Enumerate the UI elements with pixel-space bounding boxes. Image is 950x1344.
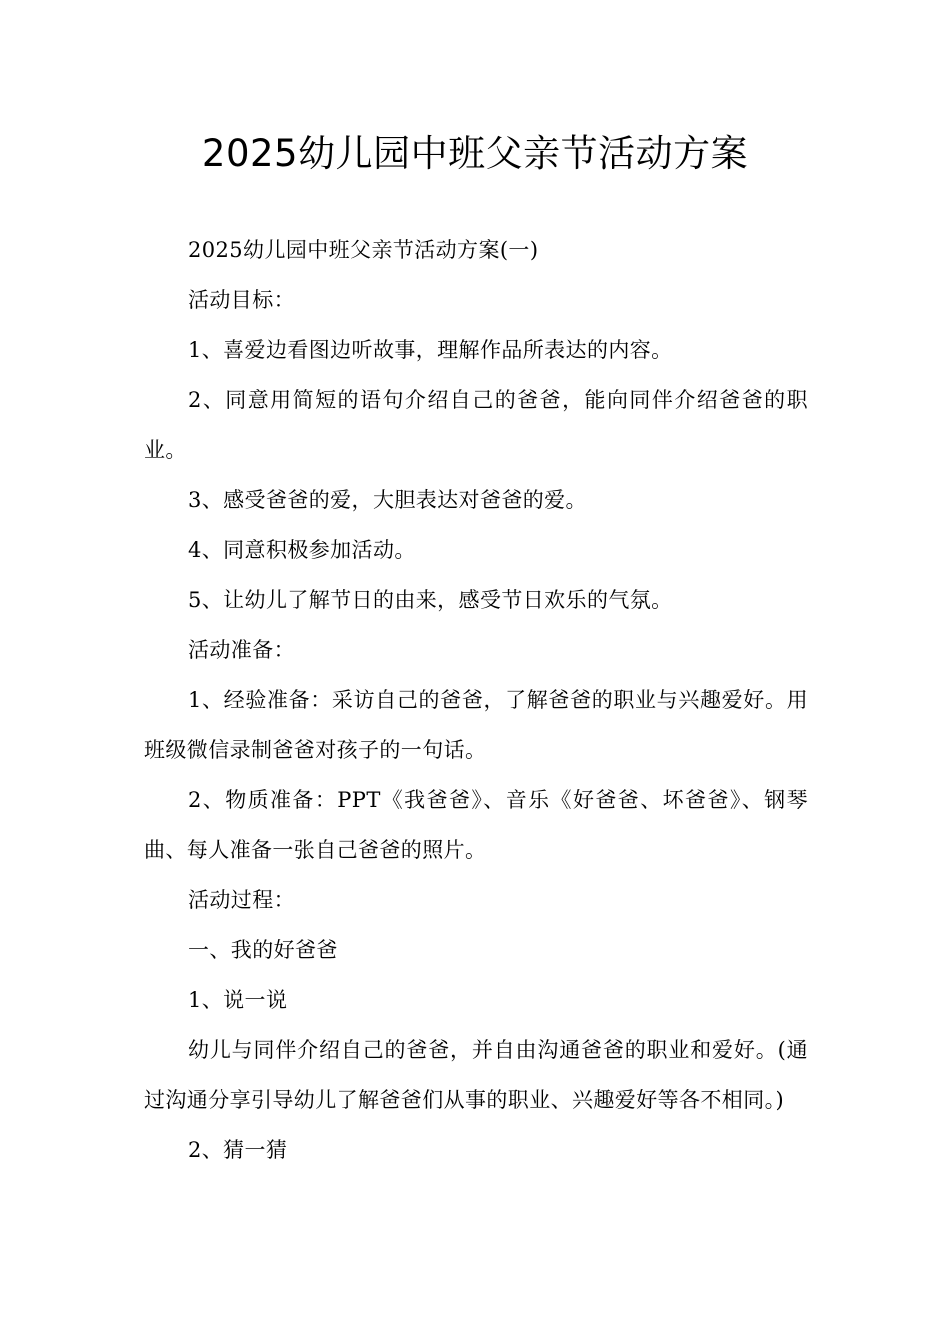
section-heading-process: 活动过程：: [188, 888, 295, 912]
process-step-1-heading: 1、说一说: [188, 988, 288, 1012]
process-step-2-heading: 2、猜一猜: [188, 1138, 288, 1162]
document-title: 2025幼儿园中班父亲节活动方案: [201, 132, 749, 175]
document-body: [144, 225, 808, 1175]
process-part-1-heading: 一、我的好爸爸: [188, 938, 338, 962]
goal-item-4: 4、同意积极参加活动。: [188, 538, 416, 562]
subtitle-paragraph: 2025幼儿园中班父亲节活动方案(一): [188, 238, 539, 262]
process-step-1-text: 幼儿与同伴介绍自己的爸爸，并自由沟通爸爸的职业和爱好。(通过沟通分享引导幼儿了解爸爸们从事的职业、兴趣爱好等各不相同。): [144, 1038, 808, 1112]
section-heading-preparation: 活动准备：: [188, 638, 295, 662]
goal-item-1: 1、喜爱边看图边听故事，理解作品所表达的内容。: [188, 338, 673, 362]
preparation-item-1: 1、经验准备：采访自己的爸爸，了解爸爸的职业与兴趣爱好。用班级微信录制爸爸对孩子的一句话。: [144, 688, 808, 762]
goal-item-2: 2、同意用简短的语句介绍自己的爸爸，能向同伴介绍爸爸的职业。: [144, 388, 808, 462]
goal-item-5: 5、让幼儿了解节日的由来，感受节日欢乐的气氛。: [188, 588, 673, 612]
goal-item-3: 3、感受爸爸的爱，大胆表达对爸爸的爱。: [188, 488, 587, 512]
section-heading-goals: 活动目标：: [188, 288, 295, 312]
preparation-item-2: 2、物质准备：PPT《我爸爸》、音乐《好爸爸、坏爸爸》、钢琴曲、每人准备一张自己爸爸的照片。: [144, 788, 808, 862]
